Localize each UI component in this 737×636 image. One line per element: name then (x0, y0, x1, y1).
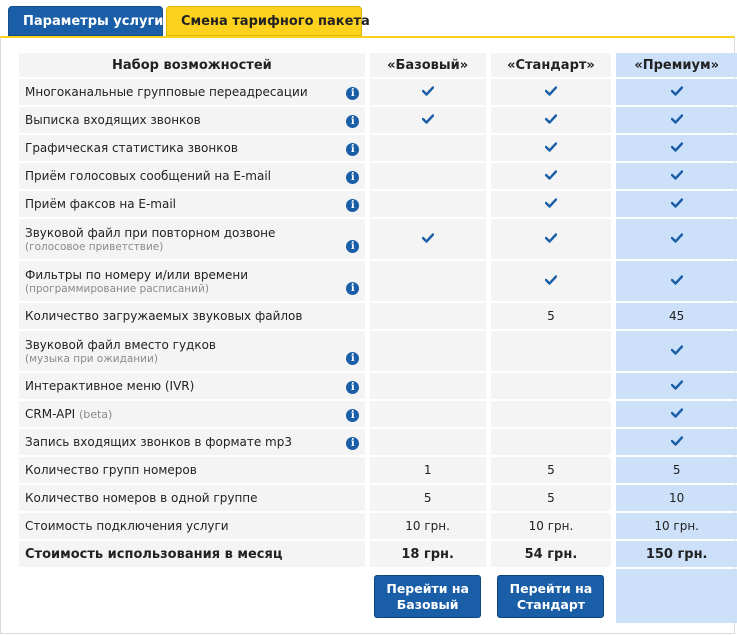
standard-check-cell (491, 191, 612, 217)
check-icon (422, 113, 434, 127)
check-icon (671, 435, 683, 449)
info-icon[interactable]: i (346, 352, 359, 365)
total-base: 18 грн. (370, 541, 486, 567)
feature-label: Звуковой файл при повторном дозвоне (25, 225, 276, 240)
base-value (370, 373, 486, 399)
premium-check-cell (616, 191, 737, 217)
info-icon[interactable]: i (346, 143, 359, 156)
check-icon (671, 113, 683, 127)
feature-label: Фильтры по номеру и/или времени (25, 267, 249, 282)
info-cell (341, 135, 365, 161)
feature-label: Выписка входящих звонков (25, 113, 201, 127)
info-cell (341, 373, 365, 399)
table-row (19, 219, 737, 259)
standard-value (491, 429, 612, 455)
premium-check-cell (616, 163, 737, 189)
total-row (19, 541, 737, 567)
premium-check-cell (616, 429, 737, 455)
check-icon (545, 141, 557, 155)
standard-check-cell (491, 219, 612, 259)
info-icon[interactable]: i (346, 282, 359, 295)
check-icon (671, 141, 683, 155)
info-icon[interactable]: i (346, 381, 359, 394)
header-features: Набор возможностей (19, 53, 365, 77)
feature-cell (19, 303, 341, 329)
check-icon (671, 344, 683, 358)
feature-label: Количество групп номеров (25, 463, 197, 477)
feature-cell (19, 331, 341, 371)
feature-cell (19, 401, 341, 427)
header-premium: «Премиум» (616, 53, 737, 77)
base-check-cell (370, 219, 486, 259)
base-value: 5 (370, 485, 486, 511)
table-row (19, 401, 737, 427)
table-row (19, 513, 737, 539)
table-row (19, 331, 737, 371)
buttons-row (19, 569, 737, 623)
info-icon[interactable]: i (346, 240, 359, 253)
table-row (19, 457, 737, 483)
check-icon (671, 169, 683, 183)
standard-check-cell (491, 107, 612, 133)
standard-check-cell (491, 135, 612, 161)
base-value (370, 191, 486, 217)
table-row (19, 429, 737, 455)
check-icon (671, 274, 683, 288)
premium-check-cell (616, 331, 737, 371)
table-row (19, 135, 737, 161)
premium-check-cell (616, 107, 737, 133)
base-value (370, 331, 486, 371)
feature-sublabel: (программирование расписаний) (25, 282, 209, 295)
info-icon[interactable]: i (346, 199, 359, 212)
feature-sublabel: (музыка при ожидании) (25, 352, 158, 365)
premium-check-cell (616, 79, 737, 105)
feature-label: Звуковой файл вместо гудков (25, 337, 216, 352)
table-row (19, 107, 737, 133)
info-cell (341, 303, 365, 329)
feature-cell (19, 261, 341, 301)
feature-cell (19, 135, 341, 161)
check-icon (545, 169, 557, 183)
feature-cell (19, 163, 341, 189)
table-row (19, 79, 737, 105)
total-premium: 150 грн. (616, 541, 737, 567)
premium-value: 5 (616, 457, 737, 483)
check-icon (545, 113, 557, 127)
feature-label: Многоканальные групповые переадресации (25, 85, 308, 99)
header-standard: «Стандарт» (491, 53, 612, 77)
feature-sublabel: (голосовое приветствие) (25, 240, 164, 253)
base-value (370, 429, 486, 455)
switch-to-base-button[interactable] (374, 575, 481, 618)
info-cell (341, 331, 365, 371)
beta-tag: (beta) (78, 408, 113, 421)
standard-value (491, 331, 612, 371)
base-value (370, 135, 486, 161)
check-icon (545, 274, 557, 288)
feature-cell (19, 79, 341, 105)
info-cell (341, 219, 365, 259)
check-icon (545, 232, 557, 246)
premium-check-cell (616, 373, 737, 399)
check-icon (671, 85, 683, 99)
check-icon (422, 232, 434, 246)
switch-to-standard-button[interactable] (497, 575, 604, 618)
standard-check-cell (491, 163, 612, 189)
check-icon (545, 85, 557, 99)
comparison-table (19, 51, 737, 625)
info-cell (341, 191, 365, 217)
info-cell (341, 107, 365, 133)
standard-value (491, 401, 612, 427)
info-cell (341, 163, 365, 189)
standard-value: 5 (491, 303, 612, 329)
table-row (19, 303, 737, 329)
premium-check-cell (616, 401, 737, 427)
feature-label: CRM-API (25, 407, 76, 421)
table-row (19, 261, 737, 301)
premium-check-cell (616, 219, 737, 259)
info-icon[interactable]: i (346, 437, 359, 450)
feature-cell (19, 485, 341, 511)
tab-change-tariff[interactable]: Смена тарифного пакета (166, 6, 362, 36)
switch-to-base-label: Перейти на Базовый (386, 580, 469, 612)
info-cell (341, 485, 365, 511)
info-icon[interactable]: i (346, 409, 359, 422)
feature-label: Приём голосовых сообщений на E-mail (25, 169, 272, 183)
feature-cell (19, 191, 341, 217)
info-cell (341, 79, 365, 105)
table-header-row (19, 53, 737, 77)
total-standard: 54 грн. (491, 541, 612, 567)
table-row (19, 373, 737, 399)
premium-check-cell (616, 135, 737, 161)
feature-label: Стоимость подключения услуги (25, 519, 229, 533)
feature-label: Количество загружаемых звуковых файлов (25, 309, 303, 323)
base-value (370, 261, 486, 301)
feature-label: Запись входящих звонков в формате mp3 (25, 435, 292, 449)
base-check-cell (370, 107, 486, 133)
feature-label: Графическая статистика звонков (25, 141, 238, 155)
base-value: 10 грн. (370, 513, 486, 539)
base-value (370, 303, 486, 329)
tab-service-params[interactable]: Параметры услуги (8, 6, 163, 36)
info-cell (341, 513, 365, 539)
premium-value: 10 (616, 485, 737, 511)
table-row (19, 163, 737, 189)
feature-label: Приём факсов на E-mail (25, 197, 177, 211)
premium-value: 10 грн. (616, 513, 737, 539)
header-base: «Базовый» (370, 53, 486, 77)
standard-value: 5 (491, 485, 612, 511)
info-cell (341, 261, 365, 301)
feature-cell (19, 513, 341, 539)
feature-cell (19, 107, 341, 133)
feature-cell (19, 429, 341, 455)
feature-cell (19, 219, 341, 259)
check-icon (671, 232, 683, 246)
check-icon (671, 379, 683, 393)
info-icon[interactable]: i (346, 171, 359, 184)
premium-value: 45 (616, 303, 737, 329)
standard-value (491, 373, 612, 399)
base-value (370, 401, 486, 427)
feature-cell (19, 457, 341, 483)
premium-check-cell (616, 261, 737, 301)
info-icon[interactable]: i (346, 87, 359, 100)
premium-empty-cell (616, 569, 737, 623)
info-cell (341, 401, 365, 427)
table-row (19, 485, 737, 511)
base-value: 1 (370, 457, 486, 483)
check-icon (671, 197, 683, 211)
standard-check-cell (491, 79, 612, 105)
info-icon[interactable]: i (346, 115, 359, 128)
check-icon (422, 85, 434, 99)
standard-value: 5 (491, 457, 612, 483)
base-check-cell (370, 79, 486, 105)
info-cell (341, 429, 365, 455)
total-label: Стоимость использования в месяц (19, 541, 365, 567)
info-cell (341, 457, 365, 483)
check-icon (671, 407, 683, 421)
table-row (19, 191, 737, 217)
feature-cell (19, 373, 341, 399)
feature-label: Количество номеров в одной группе (25, 491, 258, 505)
check-icon (545, 197, 557, 211)
standard-check-cell (491, 261, 612, 301)
feature-label: Интерактивное меню (IVR) (25, 379, 195, 393)
switch-to-standard-label: Перейти на Стандарт (509, 580, 593, 612)
standard-value: 10 грн. (491, 513, 612, 539)
base-value (370, 163, 486, 189)
